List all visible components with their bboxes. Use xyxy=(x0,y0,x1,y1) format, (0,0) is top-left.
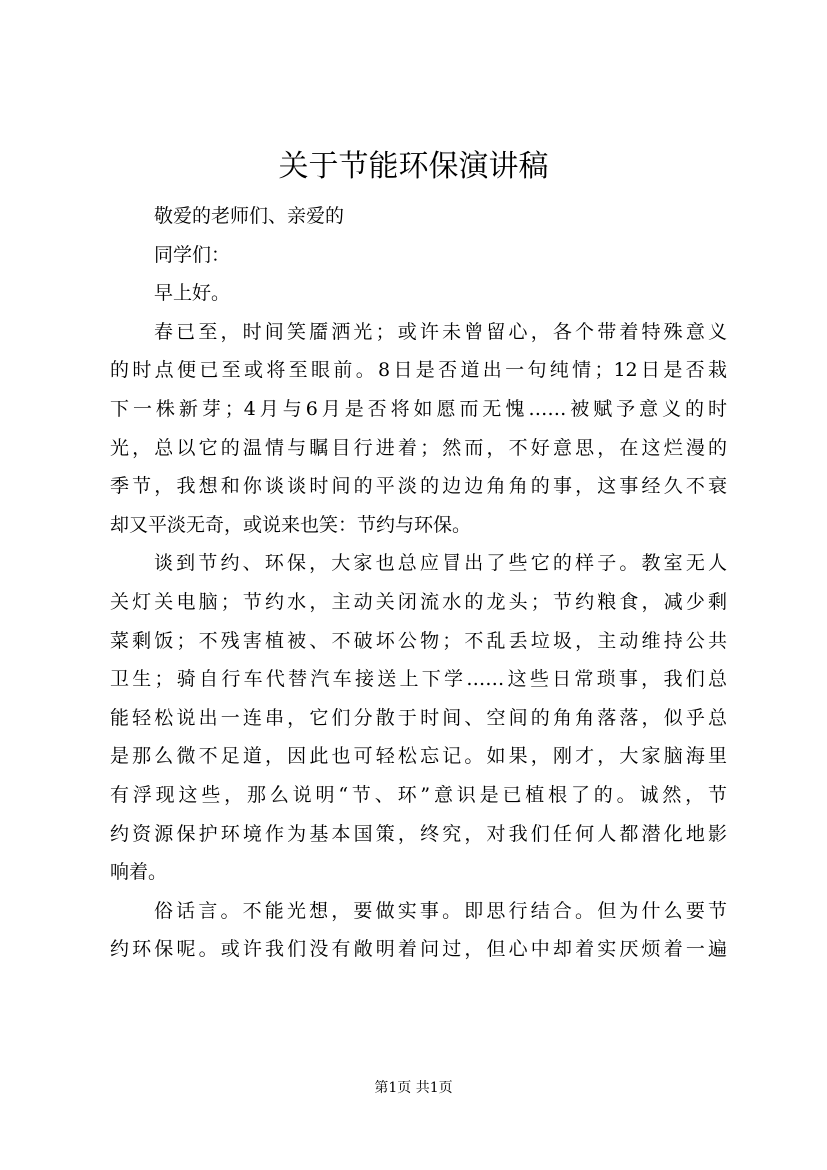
paragraph-line: 关灯关电脑；节约水，主动关闭流水的龙头；节约粮食，减少剩 xyxy=(110,590,727,613)
paragraph-line: 春已至，时间笑靥洒光；或许未曾留心，各个带着特殊意义 xyxy=(154,320,727,343)
paragraph-line: 有浮现这些，那么说明“节、环”意识是已植根了的。诚然，节 xyxy=(110,783,727,806)
paragraph-line: 季节，我想和你谈谈时间的平淡的边边角角的事，这事经久不衰 xyxy=(110,475,727,498)
greeting-line: 早上好。 xyxy=(154,282,231,305)
paragraph-line: 响着。 xyxy=(110,861,168,884)
paragraph-line: 能轻松说出一连串，它们分散于时间、空间的角角落落，似乎总 xyxy=(110,706,727,729)
paragraph-line: 约环保呢。或许我们没有敞明着问过，但心中却着实厌烦着一遍 xyxy=(110,938,727,961)
paragraph-line: 谈到节约、环保，大家也总应冒出了些它的样子。教室无人 xyxy=(154,552,727,575)
paragraph-line: 是那么微不足道，因此也可轻松忘记。如果，刚才，大家脑海里 xyxy=(110,745,727,768)
document-body xyxy=(110,197,727,969)
paragraph-line: 的时点便已至或将至眼前。8日是否道出一句纯情；12日是否栽 xyxy=(110,359,727,382)
salutation-line-2: 同学们： xyxy=(154,243,231,266)
paragraph-line: 下一株新芽；4月与6月是否将如愿而无愧……被赋予意义的时 xyxy=(110,397,727,420)
page-footer: 第1页 共1页 xyxy=(374,1080,453,1096)
paragraph-line: 光，总以它的温情与瞩目行进着；然而，不好意思，在这烂漫的 xyxy=(110,436,727,459)
document-title: 关于节能环保演讲稿 xyxy=(278,149,549,184)
paragraph-line: 菜剩饭；不残害植被、不破坏公物；不乱丢垃圾，主动维持公共 xyxy=(110,629,727,652)
paragraph-line: 却又平淡无奇，或说来也笑：节约与环保。 xyxy=(110,513,472,536)
salutation-line-1: 敬爱的老师们、亲爱的 xyxy=(154,205,345,227)
paragraph-line: 俗话言。不能光想，要做实事。即思行结合。但为什么要节 xyxy=(154,899,727,922)
paragraph-line: 卫生；骑自行车代替汽车接送上下学……这些日常琐事，我们总 xyxy=(110,668,727,691)
paragraph-line: 约资源保护环境作为基本国策，终究，对我们任何人都潜化地影 xyxy=(110,822,727,845)
